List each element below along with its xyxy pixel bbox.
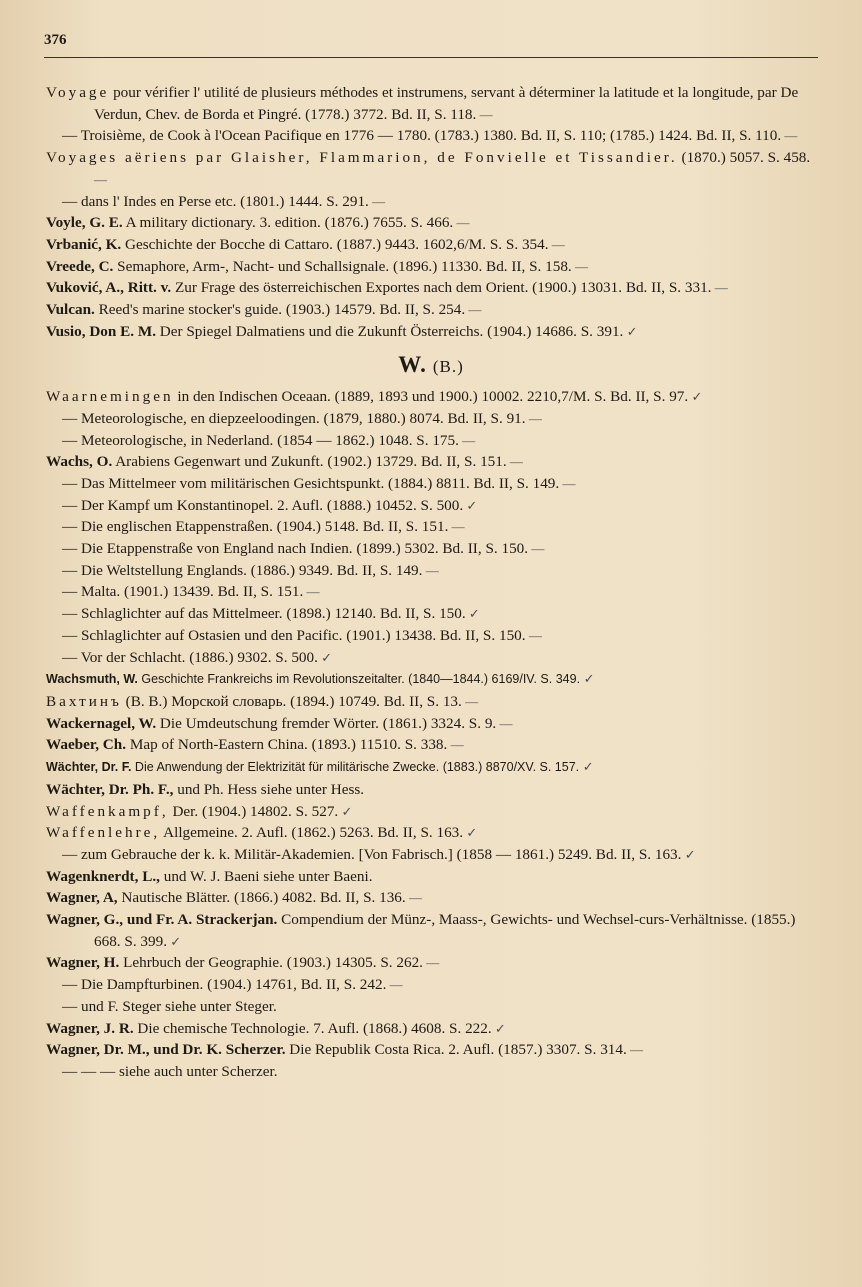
index-entry xyxy=(46,451,816,473)
dash-mark-icon: — xyxy=(476,106,493,122)
index-subentry xyxy=(46,495,816,517)
page-number: 376 xyxy=(44,32,67,48)
dash-mark-icon: — xyxy=(525,410,542,426)
entry-text: Semaphore, Arm-, Nacht- und Schallsignale. (1896.) 11330. Bd. II, S. 158. xyxy=(113,257,572,275)
entry-spaced-heading: Waarnemingen xyxy=(46,388,174,406)
index-subentry xyxy=(46,647,816,669)
index-entry xyxy=(46,668,816,691)
entry-author: Wagner, G., und Fr. A. Strackerjan. xyxy=(46,911,278,929)
check-mark-icon: ✓ xyxy=(688,389,703,405)
entry-text: und Ph. Hess siehe unter Hess. xyxy=(173,780,365,798)
index-subentry xyxy=(46,1061,816,1083)
dash-mark-icon: — xyxy=(528,541,545,557)
index-entry xyxy=(46,1039,816,1061)
entry-text: Arabiens Gegenwart und Zukunft. (1902.) 13729. Bd. II, S. 151. xyxy=(112,453,507,471)
check-mark-icon: ✓ xyxy=(579,759,594,775)
entry-text: — — — siehe auch unter Scherzer. xyxy=(62,1062,278,1080)
entry-text: — dans l' Indes en Perse etc. (1801.) 1444. S. 291. xyxy=(62,192,369,210)
index-content xyxy=(46,82,816,1083)
entry-text: — Der Kampf um Konstantinopel. 2. Aufl. (1888.) 10452. S. 500. xyxy=(62,496,464,514)
entry-text: Der Spiegel Dalmatiens und die Zukunft Österreichs. (1904.) 14686. S. 391. xyxy=(156,322,624,340)
entry-text: — Schlaglichter auf das Mittelmeer. (1898.) 12140. Bd. II, S. 150. xyxy=(62,605,466,623)
index-entry xyxy=(46,887,816,909)
entry-text: Die Republik Costa Rica. 2. Aufl. (1857.) 3307. S. 314. xyxy=(285,1041,627,1059)
entry-text: Compendium der Münz-, Maass-, Gewichts- und Wechsel-curs-Verhältnisse. (1855.) 668. S. 399. xyxy=(94,911,796,950)
dash-mark-icon: — xyxy=(447,737,464,753)
entry-text: Allgemeine. 2. Aufl. (1862.) 5263. Bd. II, S. 163. xyxy=(160,824,464,842)
index-entry xyxy=(46,952,816,974)
entry-spaced-heading: Voyages aëriens par Glaisher, Flammarion, de Fonvielle et Tissandier. xyxy=(46,149,678,167)
entry-author: Vulcan. xyxy=(46,301,95,319)
index-subentry xyxy=(46,430,816,452)
index-entry xyxy=(46,386,816,408)
dash-mark-icon: — xyxy=(711,280,728,296)
entry-author: Vreede, C. xyxy=(46,257,114,275)
section-letter: W. xyxy=(398,352,427,378)
index-entry xyxy=(46,866,816,888)
dash-mark-icon: — xyxy=(461,693,479,709)
entry-text: in den Indischen Oceaan. (1889, 1893 und 1900.) 10002. 2210,7/M. S. Bd. II, S. 97. xyxy=(173,388,689,406)
index-entry xyxy=(46,147,816,190)
entry-text: — Meteorologische, in Nederland. (1854 — 1862.) 1048. S. 175. xyxy=(62,431,459,449)
entry-text: (В. В.) Морской словарь. (1894.) 10749. Bd. II, S. 13. xyxy=(121,692,462,710)
index-subentry xyxy=(46,408,816,430)
index-subentry xyxy=(46,996,816,1018)
dash-mark-icon: — xyxy=(548,236,565,252)
index-entry xyxy=(46,321,816,343)
dash-mark-icon: — xyxy=(506,454,523,470)
entry-author: Vrbanić, K. xyxy=(46,235,122,253)
entry-author: Wachsmuth, W. xyxy=(46,672,138,687)
index-entry xyxy=(46,277,816,299)
entry-text: Geschichte Frankreichs im Revolutionszeitalter. (1840—1844.) 6169/IV. S. 349. xyxy=(137,672,581,687)
entry-author: Waeber, Ch. xyxy=(46,736,127,754)
index-entry xyxy=(46,734,816,756)
index-subentry xyxy=(46,625,816,647)
entry-text: Reed's marine stocker's guide. (1903.) 14579. Bd. II, S. 254. xyxy=(94,301,466,319)
index-subentry xyxy=(46,603,816,625)
dash-mark-icon: — xyxy=(386,977,403,993)
dash-mark-icon: — xyxy=(465,302,482,318)
dash-mark-icon: — xyxy=(559,475,576,491)
entry-author: Vusio, Don E. M. xyxy=(46,322,156,340)
index-entry xyxy=(46,801,816,823)
dash-mark-icon: — xyxy=(422,562,439,578)
section-v-entries xyxy=(46,82,816,342)
entry-author: Wagner, J. R. xyxy=(46,1019,134,1037)
entry-author: Wagner, A, xyxy=(46,889,118,907)
entry-text: — und F. Steger siehe unter Steger. xyxy=(62,997,277,1015)
dash-mark-icon: — xyxy=(496,715,513,731)
index-subentry xyxy=(46,974,816,996)
check-mark-icon: ✓ xyxy=(465,606,480,622)
entry-text: — Die englischen Etappenstraßen. (1904.) 5148. Bd. II, S. 151. xyxy=(62,518,449,536)
entry-author: Wackernagel, W. xyxy=(46,714,157,732)
dash-mark-icon: — xyxy=(525,627,542,643)
check-mark-icon: ✓ xyxy=(491,1020,506,1036)
entry-text: (1870.) 5057. S. 458. xyxy=(677,149,811,167)
dash-mark-icon: — xyxy=(571,258,588,274)
entry-text: Die Anwendung der Elektrizität für militärische Zwecke. (1883.) 8870/XV. S. 157. xyxy=(131,760,580,775)
index-subentry xyxy=(46,125,816,147)
entry-spaced-heading: Вахтинъ xyxy=(46,692,122,710)
index-entry xyxy=(46,909,816,952)
entry-author: Wächter, Dr. Ph. F., xyxy=(46,780,174,798)
entry-text: Nautische Blätter. (1866.) 4082. Bd. II, S. 136. xyxy=(117,889,406,907)
entry-text: A military dictionary. 3. edition. (1876.) 7655. S. 466. xyxy=(122,214,454,232)
index-entry xyxy=(46,256,816,278)
entry-author: Wagner, H. xyxy=(46,954,120,972)
dash-mark-icon: — xyxy=(453,215,470,231)
entry-text: Geschichte der Bocche di Cattaro. (1887.) 9443. 1602,6/M. S. S. 354. xyxy=(121,235,549,253)
index-subentry xyxy=(46,560,816,582)
index-subentry xyxy=(46,844,816,866)
entry-text: pour vérifier l' utilité de plusieurs méthodes et instrumens, servant à déterminer la latitude et la longitude, par De Verdun, Chev. de Borda et Pingré. (1778.) 3772. Bd. II, S. 118. xyxy=(94,84,799,123)
entry-text: Lehrbuch der Geographie. (1903.) 14305. S. 262. xyxy=(119,954,423,972)
entry-author: Wächter, Dr. F. xyxy=(46,760,132,775)
dash-mark-icon: — xyxy=(422,955,440,971)
dash-mark-icon: — xyxy=(303,584,320,600)
dash-mark-icon: — xyxy=(405,890,422,906)
check-mark-icon: ✓ xyxy=(463,497,478,513)
entry-author: Voyle, G. E. xyxy=(46,214,123,232)
entry-text: — Die Weltstellung Englands. (1886.) 9349. Bd. II, S. 149. xyxy=(62,561,423,579)
entry-text: Die Umdeutschung fremder Wörter. (1861.) 3324. S. 9. xyxy=(156,714,497,732)
entry-text: — Die Etappenstraße von England nach Indien. (1899.) 5302. Bd. II, S. 150. xyxy=(62,540,529,558)
entry-text: — Troisième, de Cook à l'Ocean Pacifique en 1776 — 1780. (1783.) 1380. Bd. II, S. 110; (1785.) 1424. Bd. II, S. 110. xyxy=(62,127,782,145)
section-heading xyxy=(46,354,816,378)
check-mark-icon: ✓ xyxy=(167,933,182,949)
entry-author: Wachs, O. xyxy=(46,453,113,471)
index-entry xyxy=(46,82,816,125)
index-subentry xyxy=(46,516,816,538)
entry-text: Map of North-Eastern China. (1893.) 11510. S. 338. xyxy=(126,736,448,754)
index-entry xyxy=(46,1018,816,1040)
entry-text: — Schlaglichter auf Ostasien und den Pacific. (1901.) 13438. Bd. II, S. 150. xyxy=(62,626,526,644)
header-rule xyxy=(44,57,818,58)
index-entry xyxy=(46,779,816,801)
index-entry xyxy=(46,756,816,779)
entry-text: Die chemische Technologie. 7. Aufl. (1868.) 4608. S. 222. xyxy=(133,1019,492,1037)
entry-text: — zum Gebrauche der k. k. Militär-Akademien. [Von Fabrisch.] (1858 — 1861.) 5249. Bd. II, S. 163. xyxy=(62,845,682,863)
entry-text: — Das Mittelmeer vom militärischen Gesichtspunkt. (1884.) 8811. Bd. II, S. 149. xyxy=(62,474,560,492)
entry-text: Zur Frage des österreichischen Exportes nach dem Orient. (1900.) 13031. Bd. II, S. 331. xyxy=(171,279,712,297)
entry-text: und W. J. Baeni siehe unter Baeni. xyxy=(159,867,373,885)
index-subentry xyxy=(46,473,816,495)
check-mark-icon: ✓ xyxy=(463,825,478,841)
dash-mark-icon: — xyxy=(448,519,465,535)
entry-author: Vuković, A., Ritt. v. xyxy=(46,279,172,297)
check-mark-icon: ✓ xyxy=(580,671,595,687)
index-entry xyxy=(46,713,816,735)
entry-spaced-heading: Waffenkampf, xyxy=(46,802,169,820)
check-mark-icon: ✓ xyxy=(317,649,333,665)
dash-mark-icon: — xyxy=(458,432,476,448)
entry-author: Wagenknerdt, L., xyxy=(46,867,160,885)
section-part: (B.) xyxy=(432,357,464,377)
entry-author: Wagner, Dr. M., und Dr. K. Scherzer. xyxy=(46,1041,286,1059)
section-w-entries xyxy=(46,386,816,1083)
index-entry xyxy=(46,212,816,234)
check-mark-icon: ✓ xyxy=(681,846,696,862)
entry-text: — Malta. (1901.) 13439. Bd. II, S. 151. xyxy=(62,583,304,601)
index-entry xyxy=(46,822,816,844)
dash-mark-icon: — xyxy=(781,128,798,144)
entry-text: — Meteorologische, en diepzeeloodingen. (1879, 1880.) 8074. Bd. II, S. 91. xyxy=(62,409,526,427)
index-entry xyxy=(46,234,816,256)
index-subentry xyxy=(46,191,816,213)
entry-spaced-heading: Voyage xyxy=(46,84,110,101)
check-mark-icon: ✓ xyxy=(338,803,353,819)
check-mark-icon: ✓ xyxy=(623,323,638,339)
index-subentry xyxy=(46,581,816,603)
entry-text: Der. (1904.) 14802. S. 527. xyxy=(168,802,339,820)
entry-spaced-heading: Waffenlehre, xyxy=(46,824,161,842)
index-entry xyxy=(46,691,816,713)
index-entry xyxy=(46,299,816,321)
dash-mark-icon: — xyxy=(368,193,386,209)
dash-mark-icon: — xyxy=(626,1042,644,1058)
index-subentry xyxy=(46,538,816,560)
entry-text: — Vor der Schlacht. (1886.) 9302. S. 500. xyxy=(62,648,318,666)
dash-mark-icon: — xyxy=(94,171,107,187)
entry-text: — Die Dampfturbinen. (1904.) 14761, Bd. II, S. 242. xyxy=(62,976,387,994)
